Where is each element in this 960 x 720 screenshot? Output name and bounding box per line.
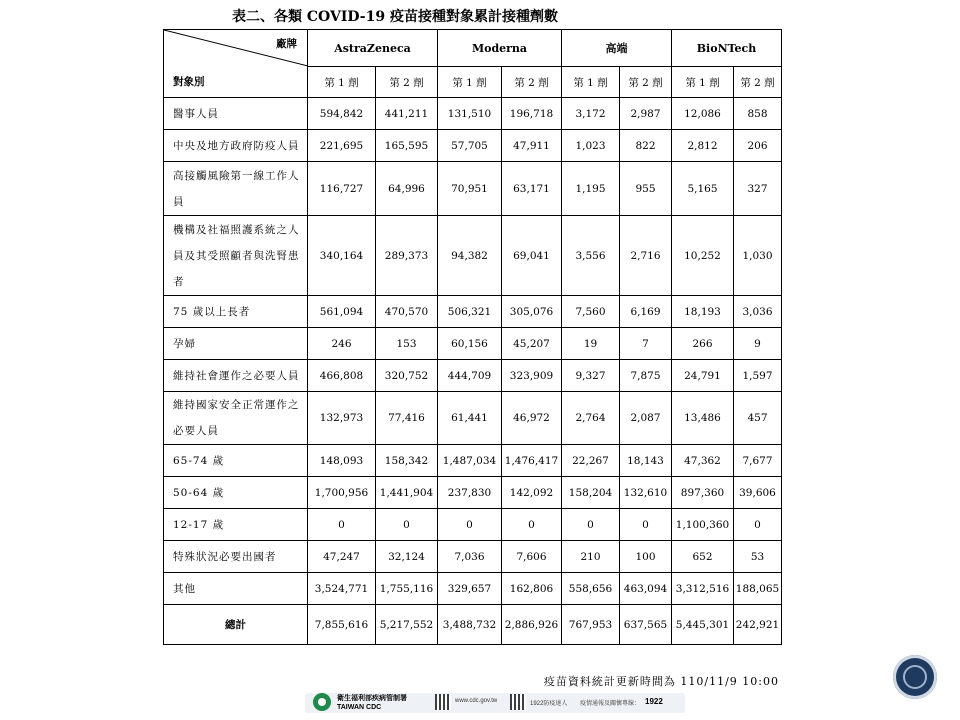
brand-header: 高端 [562, 30, 672, 67]
row-label: 維持社會運作之必要人員 [164, 360, 308, 392]
table-cell: 1,476,417 [502, 445, 562, 477]
table-cell: 466,808 [308, 360, 376, 392]
org-name [337, 694, 407, 712]
table-cell: 5,165 [672, 162, 734, 216]
table-cell: 7,606 [502, 541, 562, 573]
table-cell: 9,327 [562, 360, 620, 392]
table-cell: 5,217,552 [376, 605, 438, 645]
table-cell: 19 [562, 328, 620, 360]
table-cell: 53 [734, 541, 782, 573]
table-cell: 506,321 [438, 296, 502, 328]
table-cell: 7,036 [438, 541, 502, 573]
table-row [164, 360, 782, 392]
table-cell: 329,657 [438, 573, 502, 605]
table-cell: 340,164 [308, 216, 376, 296]
table-cell: 1,030 [734, 216, 782, 296]
table-cell: 955 [620, 162, 672, 216]
total-row [164, 605, 782, 645]
org-name-en: TAIWAN CDC [337, 704, 382, 711]
table-cell: 32,124 [376, 541, 438, 573]
table-row [164, 328, 782, 360]
brand-header: Moderna [438, 30, 562, 67]
table-row [164, 392, 782, 445]
brand-axis-label: 廠牌 [276, 38, 297, 50]
hotline-label: 疫情通報及關懷專線： [580, 701, 641, 707]
row-label: 50-64 歲 [164, 477, 308, 509]
table-cell: 320,752 [376, 360, 438, 392]
table-cell: 1,597 [734, 360, 782, 392]
table-cell: 7 [620, 328, 672, 360]
table-cell: 18,193 [672, 296, 734, 328]
table-cell: 131,510 [438, 98, 502, 130]
table-cell: 767,953 [562, 605, 620, 645]
update-time-note: 疫苗資料統計更新時間為 110/11/9 10:00 [543, 675, 779, 688]
table-cell: 323,909 [502, 360, 562, 392]
table-cell: 594,842 [308, 98, 376, 130]
table-cell: 148,093 [308, 445, 376, 477]
table-cell: 561,094 [308, 296, 376, 328]
table-cell: 242,921 [734, 605, 782, 645]
dose-header: 第 2 劑 [376, 67, 438, 98]
table-cell: 47,362 [672, 445, 734, 477]
table-cell: 47,911 [502, 130, 562, 162]
table-row [164, 296, 782, 328]
table-cell: 0 [502, 509, 562, 541]
table-cell: 61,441 [438, 392, 502, 445]
dose-header: 第 2 劑 [502, 67, 562, 98]
table-cell: 0 [308, 509, 376, 541]
qr-code-icon [435, 694, 451, 710]
brand-header: AstraZeneca [308, 30, 438, 67]
table-cell: 12,086 [672, 98, 734, 130]
table-cell: 158,204 [562, 477, 620, 509]
table-cell: 132,610 [620, 477, 672, 509]
table-cell: 77,416 [376, 392, 438, 445]
table-cell: 206 [734, 130, 782, 162]
dose-header: 第 2 劑 [734, 67, 782, 98]
dose-header: 第 1 劑 [562, 67, 620, 98]
table-row [164, 509, 782, 541]
table-cell: 470,570 [376, 296, 438, 328]
table-cell: 39,606 [734, 477, 782, 509]
table-cell: 444,709 [438, 360, 502, 392]
table-cell: 558,656 [562, 573, 620, 605]
row-label: 其他 [164, 573, 308, 605]
table-cell: 305,076 [502, 296, 562, 328]
table-cell: 1,487,034 [438, 445, 502, 477]
table-cell: 221,695 [308, 130, 376, 162]
table-cell: 7,560 [562, 296, 620, 328]
table-cell: 1,023 [562, 130, 620, 162]
table-cell: 327 [734, 162, 782, 216]
dose-header: 第 1 劑 [308, 67, 376, 98]
table-cell: 153 [376, 328, 438, 360]
table-cell: 2,087 [620, 392, 672, 445]
row-label: 高接觸風險第一線工作人員 [164, 162, 308, 216]
table-row [164, 445, 782, 477]
qr-code-icon [510, 694, 526, 710]
target-group-axis-label: 對象別 [173, 76, 205, 88]
row-label: 特殊狀況必要出國者 [164, 541, 308, 573]
table-cell: 0 [376, 509, 438, 541]
table-row [164, 573, 782, 605]
table-cell: 3,036 [734, 296, 782, 328]
website-text: www.cdc.gov.tw [455, 698, 498, 704]
table-cell: 57,705 [438, 130, 502, 162]
row-label: 孕婦 [164, 328, 308, 360]
table-cell: 858 [734, 98, 782, 130]
table-cell: 2,716 [620, 216, 672, 296]
table-row [164, 98, 782, 130]
table-cell: 142,092 [502, 477, 562, 509]
table-cell: 0 [562, 509, 620, 541]
cdc-logo-icon [313, 693, 331, 711]
row-label: 75 歲以上長者 [164, 296, 308, 328]
table-cell: 9 [734, 328, 782, 360]
row-label: 總計 [164, 605, 308, 645]
slide-badge-icon [893, 655, 937, 699]
table-cell: 457 [734, 392, 782, 445]
table-title: 表二、各類 COVID-19 疫苗接種對象累計接種劑數 [232, 9, 558, 25]
table-cell: 45,207 [502, 328, 562, 360]
table-cell: 237,830 [438, 477, 502, 509]
table-cell: 3,312,516 [672, 573, 734, 605]
table-cell: 0 [620, 509, 672, 541]
row-label: 醫事人員 [164, 98, 308, 130]
brand-header: BioNTech [672, 30, 782, 67]
table-cell: 162,806 [502, 573, 562, 605]
table-cell: 652 [672, 541, 734, 573]
table-cell: 132,973 [308, 392, 376, 445]
table-cell: 2,812 [672, 130, 734, 162]
table-cell: 289,373 [376, 216, 438, 296]
table-cell: 63,171 [502, 162, 562, 216]
table-cell: 1,755,116 [376, 573, 438, 605]
facebook-text: 1922防疫達人 [530, 701, 568, 707]
vaccine-dose-table [163, 29, 782, 645]
table-cell: 3,524,771 [308, 573, 376, 605]
table-cell: 47,247 [308, 541, 376, 573]
table-cell: 266 [672, 328, 734, 360]
table-cell: 1,195 [562, 162, 620, 216]
table-cell: 7,677 [734, 445, 782, 477]
row-label: 維持國家安全正常運作之必要人員 [164, 392, 308, 445]
table-cell: 18,143 [620, 445, 672, 477]
table-row [164, 162, 782, 216]
table-cell: 1,700,956 [308, 477, 376, 509]
org-name-zh: 衛生福利部疾病管制署 [337, 695, 407, 702]
table-cell: 94,382 [438, 216, 502, 296]
table-cell: 441,211 [376, 98, 438, 130]
table-cell: 0 [734, 509, 782, 541]
table-cell: 60,156 [438, 328, 502, 360]
table-row [164, 541, 782, 573]
table-cell: 2,987 [620, 98, 672, 130]
table-cell: 100 [620, 541, 672, 573]
row-label: 機構及社福照護系統之人員及其受照顧者與洗腎患者 [164, 216, 308, 296]
table-cell: 0 [438, 509, 502, 541]
table-cell: 46,972 [502, 392, 562, 445]
dose-header: 第 1 劑 [438, 67, 502, 98]
table-cell: 24,791 [672, 360, 734, 392]
table-row [164, 130, 782, 162]
table-cell: 897,360 [672, 477, 734, 509]
table-cell: 1,100,360 [672, 509, 734, 541]
corner-header-cell [164, 30, 308, 98]
table-cell: 7,875 [620, 360, 672, 392]
table-cell: 3,488,732 [438, 605, 502, 645]
hotline-number: 1922 [645, 697, 663, 706]
table-cell: 158,342 [376, 445, 438, 477]
table-cell: 7,855,616 [308, 605, 376, 645]
row-label: 65-74 歲 [164, 445, 308, 477]
dose-header: 第 2 劑 [620, 67, 672, 98]
table-cell: 165,595 [376, 130, 438, 162]
row-label: 中央及地方政府防疫人員 [164, 130, 308, 162]
table-cell: 1,441,904 [376, 477, 438, 509]
table-cell: 6,169 [620, 296, 672, 328]
table-cell: 210 [562, 541, 620, 573]
table-cell: 188,065 [734, 573, 782, 605]
table-row [164, 216, 782, 296]
table-cell: 822 [620, 130, 672, 162]
table-cell: 637,565 [620, 605, 672, 645]
table-cell: 10,252 [672, 216, 734, 296]
table-cell: 246 [308, 328, 376, 360]
footer-banner [305, 690, 685, 716]
dose-header: 第 1 劑 [672, 67, 734, 98]
table-cell: 3,172 [562, 98, 620, 130]
table-cell: 2,886,926 [502, 605, 562, 645]
row-label: 12-17 歲 [164, 509, 308, 541]
table-cell: 5,445,301 [672, 605, 734, 645]
table-cell: 70,951 [438, 162, 502, 216]
table-cell: 64,996 [376, 162, 438, 216]
table-cell: 69,041 [502, 216, 562, 296]
table-cell: 116,727 [308, 162, 376, 216]
table-cell: 463,094 [620, 573, 672, 605]
table-cell: 13,486 [672, 392, 734, 445]
table-cell: 2,764 [562, 392, 620, 445]
table-cell: 3,556 [562, 216, 620, 296]
table-row [164, 477, 782, 509]
table-cell: 22,267 [562, 445, 620, 477]
table-cell: 196,718 [502, 98, 562, 130]
